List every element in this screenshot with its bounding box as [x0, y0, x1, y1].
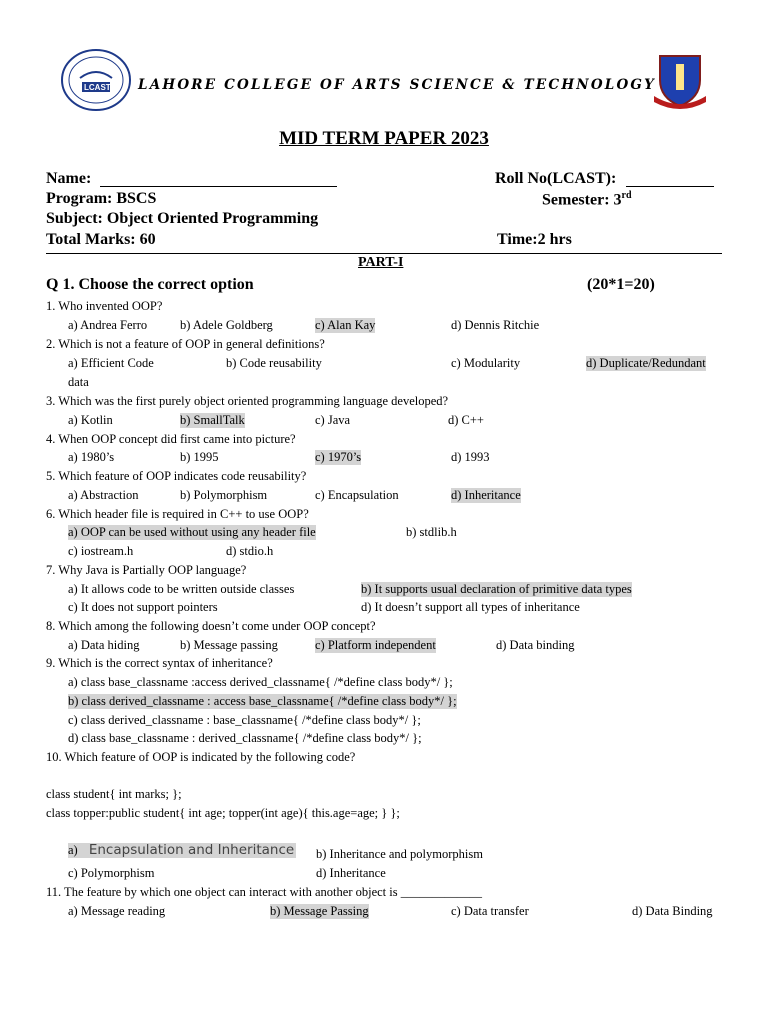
q3-option-b: b) SmallTalk: [180, 413, 245, 427]
question-2: 2. Which is not a feature of OOP in general definitions?: [46, 337, 325, 351]
q8-option-d: d) Data binding: [496, 638, 575, 652]
q9-option-b: b) class derived_classname : access base_classname{ /*define class body*/ };: [68, 694, 457, 708]
q5-option-b: b) Polymorphism: [180, 488, 268, 502]
q1-option-d: d) Dennis Ritchie: [451, 318, 540, 332]
question-5: 5. Which feature of OOP indicates code reusability?: [46, 469, 307, 483]
q8-option-a: a) Data hiding: [68, 638, 140, 652]
q4-option-a: a) 1980’s: [68, 450, 115, 464]
program-label: Program: BSCS: [46, 190, 157, 207]
roll-blank: [626, 186, 714, 187]
question-8: 8. Which among the following doesn’t come under OOP concept?: [46, 619, 376, 633]
q1-option-b: b) Adele Goldberg: [180, 318, 273, 332]
question-11: 11. The feature by which one object can interact with another object is _____________: [46, 885, 482, 899]
q8-option-b: b) Message passing: [180, 638, 278, 652]
q9-option-c: c) class derived_classname : base_classname{ /*define class body*/ };: [68, 713, 421, 727]
q2-option-d: d) Duplicate/Redundant: [586, 356, 706, 370]
q8-option-c: c) Platform independent: [315, 638, 436, 652]
part-heading: PART-I: [358, 255, 404, 270]
q1-option-c: c) Alan Kay: [315, 318, 376, 332]
page-title: MID TERM PAPER 2023: [279, 128, 489, 149]
question-10: 10. Which feature of OOP is indicated by the following code?: [46, 750, 356, 764]
q7-option-b: b) It supports usual declaration of primitive data types: [361, 582, 632, 596]
code-line-1: class student{ int marks; };: [46, 787, 182, 801]
q4-option-b: b) 1995: [180, 450, 219, 464]
q5-option-c: c) Encapsulation: [315, 488, 399, 502]
q11-option-d: d) Data Binding: [632, 904, 713, 918]
crest-logo: [652, 52, 708, 110]
q6-option-a: a) OOP can be used without using any header file: [68, 525, 316, 539]
question-7: 7. Why Java is Partially OOP language?: [46, 563, 247, 577]
code-line-2: class topper:public student{ int age; topper(int age){ this.age=age; } };: [46, 806, 400, 820]
subject-label: Subject: Object Oriented Programming: [46, 210, 319, 227]
q10-option-a-letter: a): [68, 843, 78, 857]
question-3: 3. Which was the first purely object oriented programming language developed?: [46, 394, 449, 408]
q10-option-c: c) Polymorphism: [68, 866, 155, 880]
total-marks-label: Total Marks: 60: [46, 231, 156, 248]
college-logo: [60, 48, 132, 112]
q2-option-a: a) Efficient Code: [68, 356, 154, 370]
q11-option-b: b) Message Passing: [270, 904, 369, 918]
q6-option-c: c) iostream.h: [68, 544, 134, 558]
q4-option-c: c) 1970’s: [315, 450, 362, 464]
q5-option-a: a) Abstraction: [68, 488, 139, 502]
semester-label: [542, 190, 632, 209]
q10-option-a-text: Encapsulation and Inheritance: [88, 842, 295, 858]
q1-option-a: a) Andrea Ferro: [68, 318, 148, 332]
q3-option-d: d) C++: [448, 413, 484, 427]
q3-option-c: c) Java: [315, 413, 351, 427]
q10-option-b: b) Inheritance and polymorphism: [316, 847, 483, 861]
q9-option-d: d) class base_classname : derived_classname{ /*define class body*/ };: [68, 731, 422, 745]
semester-text: Semester: 3: [542, 191, 622, 209]
college-name: LAHORE COLLEGE OF ARTS SCIENCE & TECHNOLOGY: [138, 77, 656, 93]
q2-option-b: b) Code reusability: [226, 356, 322, 370]
q11-option-c: c) Data transfer: [451, 904, 529, 918]
section-title: Q 1. Choose the correct option: [46, 276, 254, 293]
q11-option-a: a) Message reading: [68, 904, 166, 918]
q9-option-a: a) class base_classname :access derived_classname{ /*define class body*/ };: [68, 675, 453, 689]
q6-option-d: d) stdio.h: [226, 544, 274, 558]
q4-option-d: d) 1993: [451, 450, 490, 464]
time-label: Time:2 hrs: [497, 231, 572, 248]
question-9: 9. Which is the correct syntax of inheritance?: [46, 656, 273, 670]
q6-option-b: b) stdlib.h: [406, 525, 457, 539]
question-6: 6. Which header file is required in C++ to use OOP?: [46, 507, 309, 521]
roll-label: Roll No(LCAST):: [495, 170, 617, 187]
q2-option-c: c) Modularity: [451, 356, 521, 370]
name-label: Name:: [46, 170, 92, 187]
q10-option-d: d) Inheritance: [316, 866, 386, 880]
question-4: 4. When OOP concept did first came into picture?: [46, 432, 296, 446]
q7-option-c: c) It does not support pointers: [68, 600, 218, 614]
q3-option-a: a) Kotlin: [68, 413, 113, 427]
q2-option-d-cont: data: [68, 375, 89, 389]
logo-text: LCAST: [84, 83, 111, 92]
q10-option-a: [68, 843, 296, 858]
q5-option-d: d) Inheritance: [451, 488, 521, 502]
name-blank: [100, 186, 337, 187]
divider-line: [46, 253, 722, 254]
section-marks: (20*1=20): [587, 276, 655, 293]
q7-option-a: a) It allows code to be written outside classes: [68, 582, 295, 596]
semester-sup: rd: [621, 190, 632, 201]
q7-option-d: d) It doesn’t support all types of inheritance: [361, 600, 580, 614]
question-1: 1. Who invented OOP?: [46, 299, 163, 313]
